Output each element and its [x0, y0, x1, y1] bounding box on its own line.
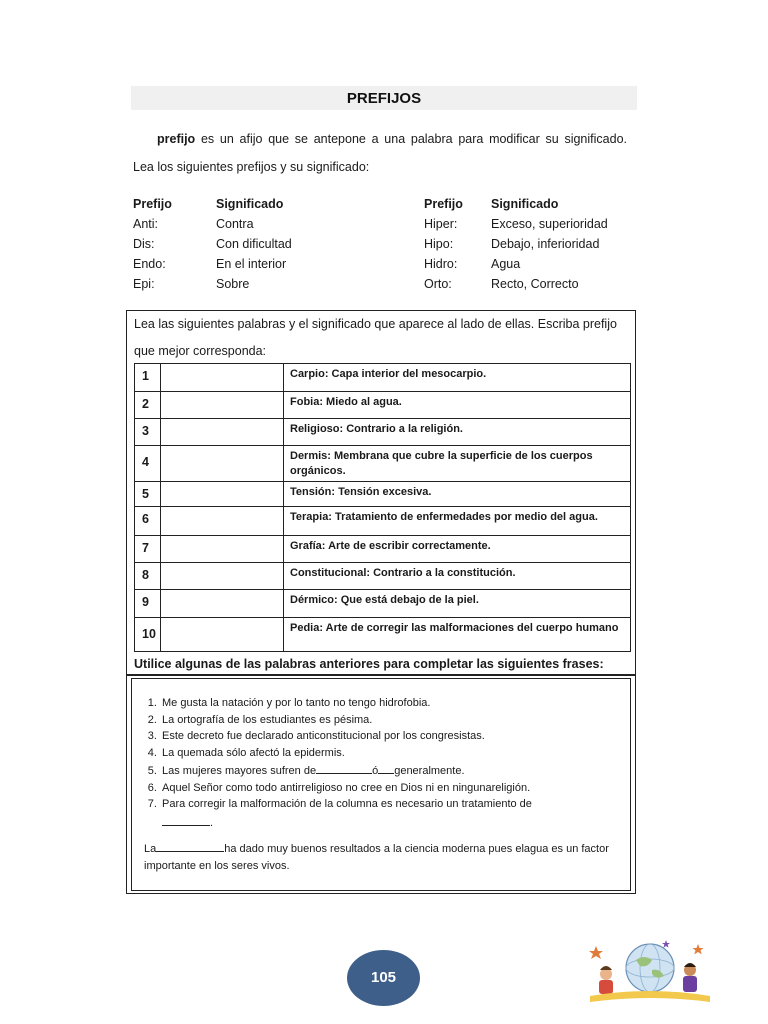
row-number: 6: [135, 507, 161, 536]
row-number: 5: [135, 482, 161, 507]
sentence-text: .: [210, 816, 214, 829]
prefix-meaning: Contra: [216, 217, 254, 231]
row-number: 4: [135, 446, 161, 482]
answer-cell[interactable]: [161, 364, 284, 392]
fill-blank[interactable]: [162, 813, 210, 826]
prefix-meaning: Exceso, superioridad: [491, 217, 608, 231]
prefix-name: Anti:: [133, 217, 159, 231]
page-title: PREFIJOS: [131, 86, 637, 110]
table-row: [135, 536, 631, 563]
prefix-row: [424, 214, 671, 234]
prefix-meaning: Con dificultad: [216, 237, 292, 251]
exercise-2-inner-frame: [131, 678, 631, 891]
intro-text: [133, 125, 627, 181]
definition-cell: Tensión: Tensión excesiva.: [284, 482, 631, 507]
prefix-name: Endo:: [133, 257, 166, 271]
table-row: [135, 392, 631, 419]
answer-cell[interactable]: [161, 590, 284, 618]
prefix-name: Hipo:: [424, 237, 454, 251]
answer-cell[interactable]: [161, 482, 284, 507]
answer-cell[interactable]: [161, 392, 284, 419]
table-row: [135, 419, 631, 446]
prefix-name: Hidro:: [424, 257, 458, 271]
prefix-meaning: Sobre: [216, 277, 250, 291]
row-number: 2: [135, 392, 161, 419]
sentence-item: 3. Este decreto fue declarado anticonstitucional por los congresistas.: [160, 728, 620, 745]
definition-cell: Constitucional: Contrario a la constitución.: [284, 563, 631, 590]
table-row: [135, 507, 631, 536]
prefix-meaning: Recto, Correcto: [491, 277, 579, 291]
sentence-text: ó: [372, 765, 379, 777]
sentence-item: [160, 761, 620, 780]
row-number: 7: [135, 536, 161, 563]
row-number: 10: [135, 618, 161, 652]
header-prefijo: Prefijo: [424, 197, 463, 211]
closing-text: La: [144, 843, 157, 855]
sentence-item: [160, 796, 620, 831]
prefix-row: [133, 254, 396, 274]
prefix-meaning: En el interior: [216, 257, 287, 271]
sentence-text: Para corregir la malformación de la columna es necesario un tratamiento de: [162, 798, 532, 810]
fill-blank[interactable]: [316, 761, 372, 774]
sentence-text: generalmente.: [394, 765, 465, 777]
header-significado: Significado: [216, 197, 284, 211]
answer-cell[interactable]: [161, 446, 284, 482]
table-row: [135, 618, 631, 652]
prefix-row: [133, 274, 396, 294]
definition-cell: Grafía: Arte de escribir correctamente.: [284, 536, 631, 563]
header-significado: Significado: [491, 197, 559, 211]
prefix-name: Epi:: [133, 277, 155, 291]
kids-around-globe-illustration: [586, 936, 714, 1004]
closing-sentence: [144, 839, 614, 875]
prefix-meaning: Agua: [491, 257, 521, 271]
prefix-name: Orto:: [424, 277, 452, 291]
table-row: [135, 563, 631, 590]
prefix-table-header: [424, 194, 671, 214]
answer-cell[interactable]: [161, 419, 284, 446]
sentence-text: Las mujeres mayores sufren de: [162, 765, 317, 777]
definition-cell: Pedia: Arte de corregir las malformaciones del cuerpo humano: [284, 618, 631, 652]
closing-text: ha dado muy buenos resultados a la ciencia moderna pues elagua es un factor importante en los seres vivos.: [144, 843, 609, 872]
prefix-table-header: [133, 194, 396, 214]
prefix-table-right: [424, 194, 671, 294]
prefix-row: [424, 234, 671, 254]
fill-blank[interactable]: [378, 761, 394, 774]
sentence-item: 4. La quemada sólo afectó la epidermis.: [160, 745, 620, 762]
row-number: 1: [135, 364, 161, 392]
prefix-name: Hiper:: [424, 217, 458, 231]
prefix-name: Dis:: [133, 237, 155, 251]
definition-cell: Dermis: Membrana que cubre la superficie de los cuerpos orgánicos.: [284, 446, 631, 482]
exercise-2-box: [126, 674, 636, 894]
exercise-1-box: [126, 310, 636, 676]
row-number: 8: [135, 563, 161, 590]
intro-line-2: Lea los siguientes prefijos y su significado:: [133, 160, 370, 174]
definition-cell: Terapia: Tratamiento de enfermedades por medio del agua.: [284, 507, 631, 536]
words-table: [134, 363, 631, 652]
row-number: 3: [135, 419, 161, 446]
sentence-list: [132, 695, 620, 831]
answer-cell[interactable]: [161, 618, 284, 652]
page-number-badge: 105: [347, 950, 420, 1006]
sentence-item: 1. Me gusta la natación y por lo tanto no tengo hidrofobia.: [160, 695, 620, 712]
table-row: [135, 482, 631, 507]
definition-cell: Carpio: Capa interior del mesocarpio.: [284, 364, 631, 392]
intro-line-1: [133, 125, 627, 153]
prefix-row: [424, 254, 671, 274]
prefix-meaning: Debajo, inferioridad: [491, 237, 600, 251]
sentence-item: 6. Aquel Señor como todo antirreligioso no cree en Dios ni en ningunareligión.: [160, 780, 620, 797]
intro-line-1-rest: es un afijo que se antepone a una palabra para modificar su significado.: [195, 132, 627, 146]
header-prefijo: Prefijo: [133, 197, 172, 211]
definition-cell: Religioso: Contrario a la religión.: [284, 419, 631, 446]
fill-blank[interactable]: [156, 839, 224, 852]
table-row: [135, 590, 631, 618]
prefix-row: [133, 234, 396, 254]
definition-cell: Fobia: Miedo al agua.: [284, 392, 631, 419]
exercise-2-instruction: Utilice algunas de las palabras anteriores para completar las siguientes frases:: [134, 657, 604, 671]
definition-cell: Dérmico: Que está debajo de la piel.: [284, 590, 631, 618]
exercise-1-instruction: Lea las siguientes palabras y el significado que aparece al lado de ellas. Escriba prefijo que mejor corresponda:: [134, 317, 617, 358]
intro-bold-word: prefijo: [157, 132, 196, 146]
answer-cell[interactable]: [161, 563, 284, 590]
answer-cell[interactable]: [161, 536, 284, 563]
prefix-row: [424, 274, 671, 294]
table-row: [135, 364, 631, 392]
row-number: 9: [135, 590, 161, 618]
prefix-row: [133, 214, 396, 234]
answer-cell[interactable]: [161, 507, 284, 536]
table-row: [135, 446, 631, 482]
sentence-item: 2. La ortografía de los estudiantes es pésima.: [160, 712, 620, 729]
prefix-table-left: [133, 194, 396, 294]
